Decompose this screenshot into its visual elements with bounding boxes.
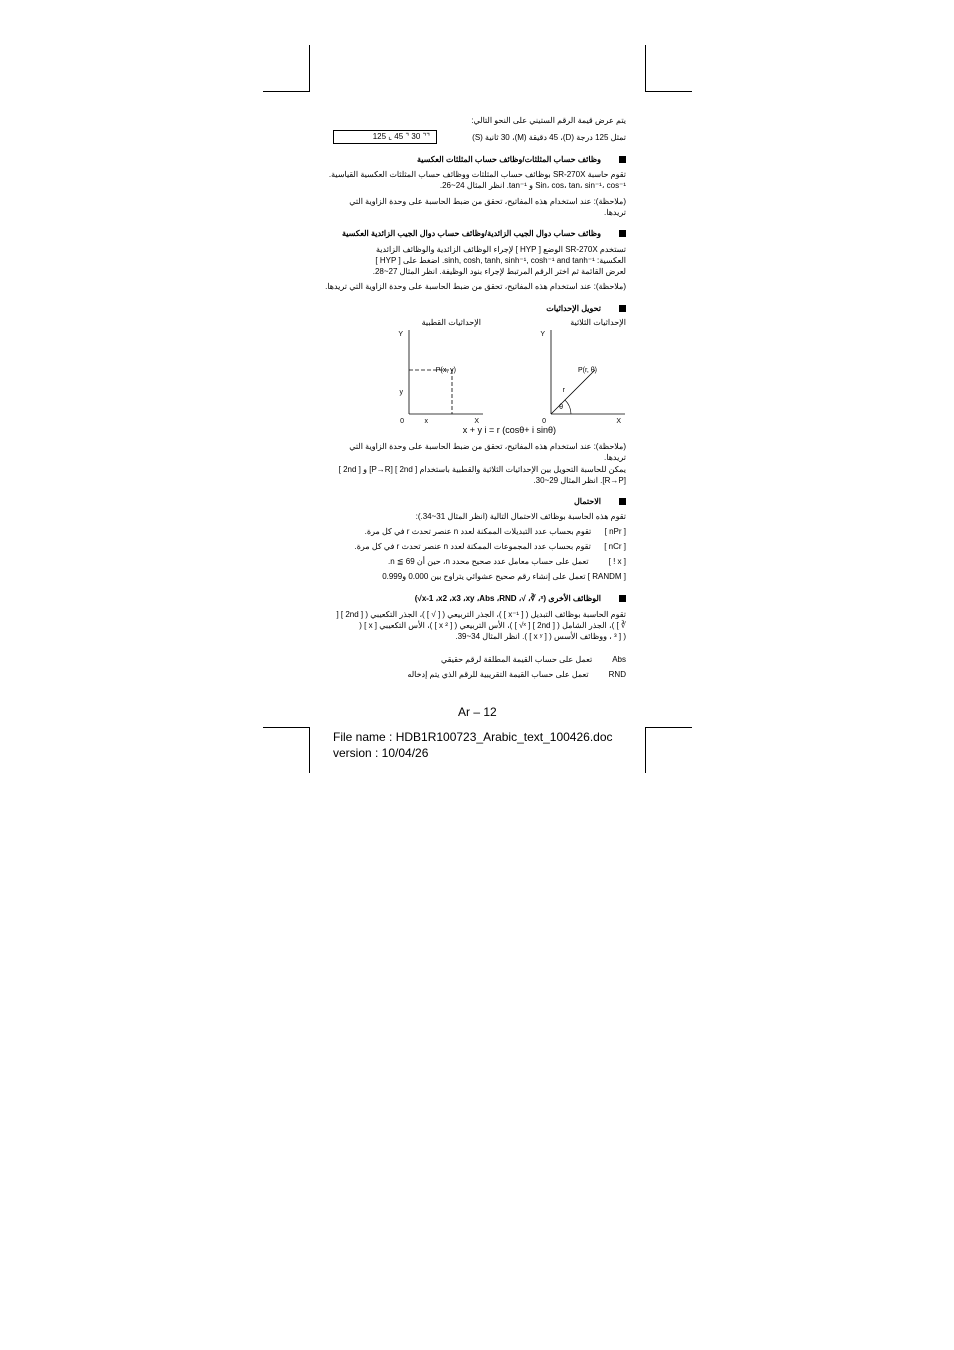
angle-arc [565,400,571,414]
other-desc: تعمل على حساب القيمة المطلقة لرقم حقيقي [440,655,593,664]
prob-key: [ RANDM ] [587,572,626,581]
trig-line-2: Sin، cos، tan، sin⁻¹، cos⁻¹ و tan⁻¹. انظر المثال 24~26. [439,181,626,190]
prob-desc: تقوم بحساب عدد المجموعات الممكنة لعدد n عنصر تحدث r في كل مرة. [354,542,591,551]
prob-desc: تعمل على إنشاء رقم صحيح عشوائي يتراوح بين 0.000 و0.999 [382,572,586,581]
other-line-2: ∛ ] )، الجذر الشامل ( [ 2nd ] [ ˣ√ ] )، الأس التربيعي ( [ x ² ] )، الأس التكعيبي [ x ] ( [359,621,626,630]
coord-note-1: (ملاحظة): عند استخدام هذه المفاتيح، تحقق من ضبط الحاسبة على وحدة الزاوية التي [349,442,626,451]
axis-y-label: Y [540,331,545,338]
prob-intro: تقوم هذه الحاسبة بوظائف الاحتمال التالية (انظر المثال 31~34.): [415,512,626,521]
point-polar-label: P(r, θ) [577,367,597,374]
prob-item [382,571,626,582]
prob-item [365,526,626,537]
coord-conv-2: [R→P]. انظر المثال 29~30. [533,476,626,485]
prob-item [355,541,627,552]
hyp-line-3: لعرض القائمة ثم اختر الرقم المرتبط لإجراء بنود الوظيفة. انظر المثال 27~28. [372,267,626,276]
other-key: Abs [612,655,626,664]
crop-mark [309,727,310,773]
prob-key: [ nCr ] [604,542,626,551]
crop-mark [645,45,646,92]
page-number: Ar – 12 [458,705,497,719]
crop-mark [263,727,310,728]
prob-desc: تعمل على حساب معامل عدد صحيح محدد n، حين أن n ≦ 69. [387,557,589,566]
prob-heading: الاحتمال [574,496,626,507]
other-item [441,654,626,665]
crop-mark [645,727,692,728]
coord-conv-1: يمكن للحاسبة التحويل بين الإحداثيات الثلاثية والقطبية باستخدام [ 2nd ] [P→R] و [ 2nd ] [338,465,626,474]
other-heading: الوظائف الأخرى (x-1 ،x2 ،x3 ،xy ،Abs ،RND ،√ ،∛ ،ˣ√) [415,593,626,604]
coord-formula: x + y i = r (cosθ+ i sinθ) [462,425,556,435]
sexagesimal-intro: يتم عرض قيمة الرقم الستيني على النحو التالي: [471,116,626,125]
other-key: RND [608,670,626,679]
radius-line [551,370,595,414]
coord-label-rect: الإحداثيات الثلاثية [570,318,626,327]
origin-label: 0 [400,418,404,425]
crop-mark [645,91,692,92]
trig-heading: وظائف حساب المثلثات/وظائف حساب المثلثات العكسية [417,154,626,165]
hyp-line-2: العكسية: sinh, cosh, tanh, sinh⁻¹, cosh⁻¹ and tanh⁻¹. اضغط على [ HYP ] [375,256,626,265]
other-line-1: تقوم الحاسبة بوظائف التبديل ( [ x⁻¹ ] )، الجذر التربيعي ( [ √ ] )، الجذر التكعيبي ( [ 2nd ] [ [336,610,626,619]
axis-x-label: X [474,418,479,425]
other-item [407,669,626,680]
bullet-square-icon [619,156,626,163]
coordinate-diagram [333,328,626,428]
crop-mark [645,727,646,773]
page-content [325,110,626,690]
prob-key: [ x ! ] [608,557,626,566]
axis-x-label: X [616,418,621,425]
other-line-3: ( [ ³ ، ووظائف الأسس ( [ x ʸ ] ). انظر المثال 34~39. [455,632,626,641]
crop-mark [309,45,310,92]
footer-filename: File name : HDB1R100723_Arabic_text_100426.doc [333,730,613,744]
prob-desc: تقوم بحساب عدد التبديلات الممكنة لعدد n عنصر تحدث r في كل مرة. [364,527,592,536]
prob-item [388,556,626,567]
trig-note-2: تريدها. [604,208,626,217]
footer-version: version : 10/04/26 [333,746,429,760]
coord-label-polar: الإحداثيات القطبية [421,318,481,327]
hyp-heading: وظائف حساب دوال الجيب الزائدية/وظائف حساب دوال الجيب الزائدية العكسية [342,228,626,239]
coord-note-2: تريدها. [604,453,626,462]
bullet-square-icon [619,498,626,505]
bullet-square-icon [619,305,626,312]
other-desc: تعمل على حساب القيمة التقريبية للرقم الذي يتم إدخاله [407,670,589,679]
tick-y-label: y [399,389,403,396]
bullet-square-icon [619,595,626,602]
sexagesimal-explain: تمثل 125 درجة (D)، 45 دقيقة (M)، 30 ثانية (S) [472,133,626,142]
radius-label: r [562,387,565,394]
axis-y-label: Y [398,331,403,338]
coord-heading: تحويل الإحداثيات [546,303,626,314]
origin-label: 0 [542,418,546,425]
trig-line-1: تقوم حاسبة SR-270X بوظائف حساب المثلثات ووظائف حساب المثلثات العكسية القياسية. [328,170,626,179]
trig-note-1: (ملاحظة): عند استخدام هذه المفاتيح، تحقق من ضبط الحاسبة على وحدة الزاوية التي [349,197,626,206]
sexagesimal-display: 125 ⌞ 45 ⌝ 30 ⌝⌝ [333,130,437,144]
hyp-line-1: تستخدم SR-270X الوضع [ HYP ] لإجراء الوظائف الزائدية والوظائف الزائدية [376,245,626,254]
bullet-square-icon [619,230,626,237]
crop-mark [263,91,310,92]
prob-key: [ nPr ] [604,527,626,536]
tick-x-label: x [424,418,428,425]
point-rect-label: P(x, y) [435,367,456,374]
hyp-note: (ملاحظة): عند استخدام هذه المفاتيح، تحقق من ضبط الحاسبة على وحدة الزاوية التي تريدها. [325,282,626,291]
angle-label: θ [559,404,563,411]
